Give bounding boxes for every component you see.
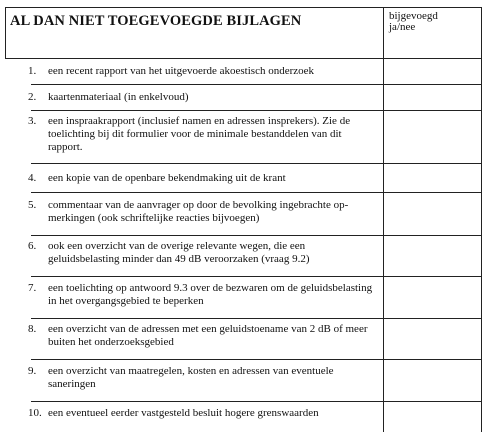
- attached-cell-9[interactable]: [384, 360, 480, 401]
- right-border: [481, 7, 482, 432]
- item-number: 3.: [28, 115, 37, 127]
- item-description: een eventueel eerder vastgesteld besluit hogere grenswaarden: [48, 407, 319, 419]
- item-number: 2.: [28, 91, 37, 103]
- item-description: een kopie van de openbare bekendmaking uit de krant: [48, 172, 286, 184]
- item-description: een toelichting op antwoord 9.3 over de bezwaren om de geluidsbelasting in het overgangsgebied te beperken: [48, 282, 373, 307]
- item-description: een inspraakrapport (inclusief namen en adressen insprekers). Zie de toelichting bij dit formulier voor de minimale bestanddelen van dit rapport.: [48, 115, 351, 153]
- item-description: een overzicht van maatregelen, kosten en adressen van eventuele saneringen: [48, 365, 334, 390]
- attached-cell-10[interactable]: [384, 402, 480, 432]
- item-number: 4.: [28, 172, 37, 184]
- attached-column-header: [389, 11, 484, 33]
- attached-cell-2[interactable]: [384, 85, 480, 110]
- item-description: commentaar van de aanvrager op door de bevolking ingebrachte op-merkingen (ook schriftelijke reacties bijvoegen): [48, 199, 349, 224]
- item-number: 9.: [28, 365, 37, 377]
- attached-cell-3[interactable]: [384, 111, 480, 163]
- item-number: 1.: [28, 65, 37, 77]
- item-number: 7.: [28, 282, 37, 294]
- item-number: 5.: [28, 199, 37, 211]
- attached-header-line2: ja/nee: [389, 21, 416, 33]
- item-description: een recent rapport van het uitgevoerde akoestisch onderzoek: [48, 65, 315, 77]
- attached-cell-1[interactable]: [384, 59, 480, 84]
- attached-cell-6[interactable]: [384, 236, 480, 276]
- attached-cell-7[interactable]: [384, 277, 480, 318]
- item-description: een overzicht van de adressen met een geluidstoename van 2 dB of meer buiten het onderzoeksgebied: [48, 323, 368, 348]
- form-title: AL DAN NIET TOEGEVOEGDE BIJLAGEN: [10, 13, 302, 29]
- item-number: 10.: [28, 407, 42, 419]
- left-border: [5, 7, 6, 58]
- item-number: 8.: [28, 323, 37, 335]
- item-description: kaartenmateriaal (in enkelvoud): [48, 91, 189, 103]
- attached-header-line1: bijgevoegd: [389, 10, 438, 22]
- attached-cell-5[interactable]: [384, 193, 480, 235]
- attached-cell-4[interactable]: [384, 164, 480, 192]
- top-border: [5, 7, 481, 8]
- item-number: 6.: [28, 240, 37, 252]
- item-description: ook een overzicht van de overige relevante wegen, die een geluidsbelasting minder dan 49 dB veroorzaken (vraag 9.2): [48, 240, 310, 265]
- attached-cell-8[interactable]: [384, 319, 480, 359]
